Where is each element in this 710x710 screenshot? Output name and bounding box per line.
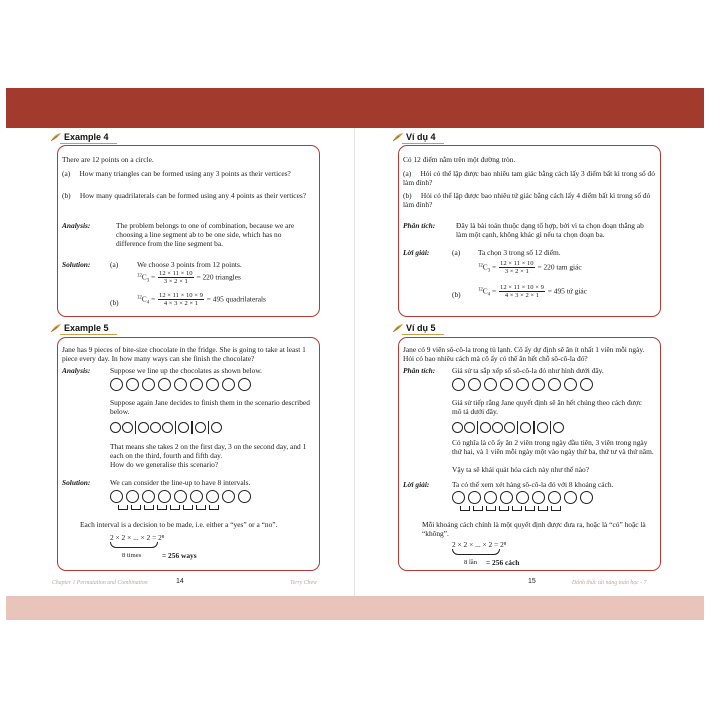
chocolate-row-intervals	[110, 490, 251, 503]
ex5-a1: Suppose we line up the chocolates as shown below.	[110, 366, 263, 375]
ex5-a2: Suppose again Jane decides to finish them in the scenario described below.	[110, 398, 310, 417]
times-brace	[452, 549, 500, 555]
right-footer-title: Đánh thức tài năng toán học - 7	[572, 580, 647, 586]
feather-icon	[392, 132, 404, 142]
vd5-solution-label: Lời giải:	[403, 480, 430, 489]
ex4-intro: There are 12 points on a circle.	[62, 155, 154, 164]
times-brace	[110, 542, 158, 548]
chocolate-piece	[190, 378, 203, 391]
chocolate-row	[110, 378, 251, 391]
interval-marks	[460, 506, 561, 511]
ex4-sol-b-marker: (b)	[110, 298, 119, 307]
feather-icon	[50, 323, 62, 333]
chocolate-split-row	[452, 421, 564, 434]
vd5-a1: Giả sử ta sắp xếp số sô-cô-la đó như hình dưới đây.	[452, 366, 604, 375]
bottom-pink-band	[6, 596, 704, 620]
page-gutter	[354, 128, 355, 596]
ex5-analysis-label: Analysis:	[62, 366, 91, 375]
left-footer-author: Terry Chew	[290, 580, 318, 586]
left-footer-chapter: Chapter 1 Permutation and Combination	[52, 580, 148, 586]
vd4-intro: Có 12 điểm nằm trên một đường tròn.	[403, 155, 516, 164]
chocolate-piece	[206, 378, 219, 391]
vd4-sol-a-text: Ta chọn 3 trong số 12 điểm.	[478, 248, 561, 257]
left-page-number: 14	[176, 578, 184, 585]
example-4-title: Example 4	[50, 132, 109, 142]
vd4-sol-b-marker: (b)	[452, 290, 461, 299]
feather-icon	[50, 132, 62, 142]
ex4-sol-a-text: We choose 3 points from 12 points.	[137, 260, 242, 269]
chocolate-piece	[222, 378, 235, 391]
vd5-times-label: 8 lần	[464, 559, 478, 566]
ex5-solution-label: Solution:	[62, 478, 91, 487]
chocolate-piece	[174, 378, 187, 391]
ex5-s1: We can consider the line-up to have 8 intervals.	[110, 478, 251, 487]
ex4-sol-b-formula: $^{12}C_4$ = $\frac{12 \times 11 \times 10 \times 9}{4 \times 3 \times 2 \times 1}$ = 495 quadrilaterals	[137, 292, 266, 308]
vidu-4-title: Ví dụ 4	[392, 132, 436, 142]
vd5-product: 2 × 2 × ... × 2 = 2⁸	[452, 540, 507, 549]
example-5-title: Example 5	[50, 323, 109, 333]
ex5-a3: That means she takes 2 on the first day, 3 on the second day, and 1 each on the third, fourth and fifth day.	[110, 442, 307, 461]
ex5-times-label: 8 times	[122, 552, 142, 559]
ex4-question-a: (a) How many triangles can be formed using any 3 points as their vertices?	[62, 169, 291, 178]
chocolate-piece	[238, 378, 251, 391]
vd5-result: = 256 cách	[486, 558, 520, 567]
vidu-5-title: Ví dụ 5	[392, 323, 436, 333]
ex4-analysis-label: Analysis:	[62, 221, 91, 230]
chocolate-row	[452, 378, 593, 391]
vd5-s1: Ta có thể xem xét hàng sô-cô-la đó với 8 khoảng cách.	[452, 480, 614, 489]
ex4-solution-label: Solution:	[62, 260, 91, 269]
vd4-sol-a-marker: (a)	[452, 248, 461, 257]
ex4-sol-a-formula: $^{12}C_3$ = $\frac{12 \times 11 \times 10}{3 \times 2 \times 1}$ = 220 triangles	[137, 270, 241, 286]
vd4-analysis: Đây là bài toán thuộc dạng tổ hợp, bởi vì ta chọn đoạn thẳng ab làm một cạnh, không khác gì nếu ta chọn đoạn ba.	[456, 221, 644, 240]
vd4-sol-a-formula: $^{12}C_3$ = $\frac{12 \times 11 \times 10}{3 \times 2 \times 1}$ = 220 tam giác	[478, 260, 582, 276]
ex5-result: = 256 ways	[162, 551, 197, 560]
ex4-question-b: (b) How many quadrilaterals can be formed using any 4 points as their vertices?	[62, 191, 307, 200]
vd5-a3: Có nghĩa là cô ấy ăn 2 viên trong ngày đầu tiên, 3 viên trong ngày thứ hai, và 1 viên mỗi ngày một vào ngày thứ ba, thứ tư và thứ năm.	[452, 438, 654, 457]
vd4-analysis-label: Phân tích:	[403, 221, 436, 230]
right-page-number: 15	[528, 578, 536, 585]
chocolate-split-row	[110, 421, 222, 434]
vd4-question-a: (a) Hỏi có thể lập được bao nhiêu tam giác bằng cách lấy 3 điểm bất kì trong số đó làm đỉnh?	[403, 169, 655, 188]
vd4-sol-b-formula: $^{12}C_4$ = $\frac{12 \times 11 \times 10 \times 9}{4 \times 3 \times 2 \times 1}$ = 495 tứ giác	[478, 284, 587, 300]
chocolate-row-intervals	[452, 491, 593, 504]
ex5-s2: Each interval is a decision to be made, i.e. either a “yes” or a “no”.	[80, 520, 278, 529]
ex4-sol-a-marker: (a)	[110, 260, 119, 269]
chocolate-piece	[158, 378, 171, 391]
chocolate-piece	[110, 378, 123, 391]
chocolate-piece	[142, 378, 155, 391]
ex5-product: 2 × 2 × ... × 2 = 2⁸	[110, 533, 165, 542]
vd5-a2: Giả sử tiếp rằng Jane quyết định sẽ ăn hết chúng theo cách được mô tả dưới đây.	[452, 398, 642, 417]
vd5-s2: Mỗi khoảng cách chính là một quyết định được đưa ra, hoặc là “có” hoặc là “không”.	[422, 520, 646, 539]
vd4-question-b: (b) Hỏi có thể lập được bao nhiêu tứ giác bằng cách lấy 4 điểm bất kì trong số đó làm đỉnh?	[403, 191, 651, 210]
feather-icon	[392, 323, 404, 333]
ex4-analysis: The problem belongs to one of combination, because we are choosing a line segment ab to be one side, which has no difference from the line segment ba.	[116, 221, 295, 249]
chocolate-piece	[126, 378, 139, 391]
vd5-intro: Jane có 9 viên sô-cô-la trong tủ lạnh. Cô ấy dự định sẽ ăn ít nhất 1 viên mỗi ngày. Hỏi có bao nhiêu cách mà cô ấy có thể ăn hết chỗ sô-cô-la đó?	[403, 345, 645, 364]
interval-marks	[118, 505, 219, 510]
ex5-intro: Jane has 9 pieces of bite-size chocolate in the fridge. She is going to take at least 1 piece every day. In how many ways can she finish the chocolate?	[62, 345, 306, 364]
ex5-a4: How do we generalise this scenario?	[110, 460, 219, 469]
vd4-solution-label: Lời giải:	[403, 248, 430, 257]
vd5-analysis-label: Phân tích:	[403, 366, 436, 375]
top-red-band	[6, 88, 704, 128]
vd5-a4: Vậy ta sẽ khái quát hóa cách này như thế nào?	[452, 465, 589, 474]
